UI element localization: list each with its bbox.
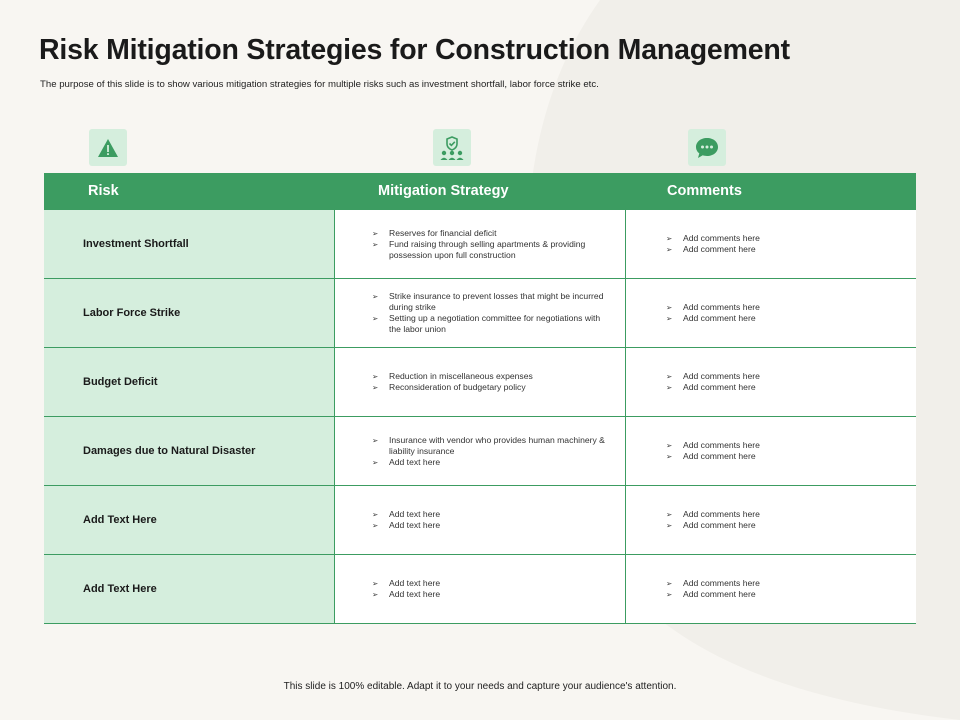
warning-icon	[97, 138, 119, 158]
comment-item: ➢ Add comments here	[665, 302, 895, 313]
mitigation-item: ➢ Reconsideration of budgetary policy	[371, 382, 607, 393]
mitigation-item: ➢ Add text here	[371, 589, 607, 600]
table-row	[44, 348, 916, 417]
mitigation-item: ➢ Add text here	[371, 457, 607, 468]
risk-cell	[44, 486, 335, 554]
comment-item: ➢ Add comment here	[665, 382, 895, 393]
comment-item: ➢ Add comment here	[665, 451, 895, 462]
risk-label: Add Text Here	[83, 514, 157, 526]
comment-item: ➢ Add comments here	[665, 233, 895, 244]
comments-list	[665, 440, 895, 462]
risk-icon-box	[89, 129, 127, 166]
page-subtitle: The purpose of this slide is to show various mitigation strategies for multiple risks such as investment shortfall, labor force strike etc.	[40, 79, 599, 90]
mitigation-item: ➢ Add text here	[371, 578, 607, 589]
mitigation-list	[371, 578, 607, 600]
risk-table	[44, 173, 916, 624]
comments-list	[665, 509, 895, 531]
mitigation-cell	[335, 417, 626, 485]
mitigation-item: ➢ Reserves for financial deficit	[371, 228, 607, 239]
table-row	[44, 417, 916, 486]
mitigation-cell	[335, 486, 626, 554]
footer-note: This slide is 100% editable. Adapt it to your needs and capture your audience's attention.	[283, 681, 677, 692]
mitigation-list	[371, 435, 607, 468]
table-header	[44, 173, 916, 209]
comments-cell	[626, 279, 916, 347]
mitigation-cell	[335, 348, 626, 416]
table-row	[44, 555, 916, 624]
mitigation-icon-box	[433, 129, 471, 166]
comment-item: ➢ Add comment here	[665, 244, 895, 255]
comments-cell	[626, 417, 916, 485]
comments-list	[665, 578, 895, 600]
mitigation-cell	[335, 555, 626, 623]
header-mitigation: Mitigation Strategy	[378, 183, 509, 199]
risk-label: Budget Deficit	[83, 376, 158, 388]
mitigation-item: ➢ Strike insurance to prevent losses that might be incurred during strike	[371, 291, 607, 313]
comment-item: ➢ Add comments here	[665, 578, 895, 589]
mitigation-item: ➢ Fund raising through selling apartments & providing possession upon full construction	[371, 239, 607, 261]
page-title: Risk Mitigation Strategies for Construction Management	[39, 34, 790, 66]
header-comments: Comments	[667, 183, 742, 199]
table-row	[44, 279, 916, 348]
mitigation-item: ➢ Insurance with vendor who provides human machinery & liability insurance	[371, 435, 607, 457]
risk-cell	[44, 348, 335, 416]
mitigation-cell	[335, 279, 626, 347]
shield-team-icon	[439, 135, 465, 161]
risk-label: Add Text Here	[83, 583, 157, 595]
comment-item: ➢ Add comment here	[665, 313, 895, 324]
table-row	[44, 209, 916, 279]
comments-cell	[626, 210, 916, 278]
header-risk: Risk	[88, 183, 119, 199]
risk-cell	[44, 555, 335, 623]
risk-cell	[44, 279, 335, 347]
mitigation-item: ➢ Setting up a negotiation committee for negotiations with the labor union	[371, 313, 607, 335]
comments-cell	[626, 486, 916, 554]
comment-item: ➢ Add comment here	[665, 520, 895, 531]
comment-item: ➢ Add comments here	[665, 440, 895, 451]
comment-item: ➢ Add comments here	[665, 371, 895, 382]
mitigation-item: ➢ Reduction in miscellaneous expenses	[371, 371, 607, 382]
risk-cell	[44, 417, 335, 485]
comments-list	[665, 233, 895, 255]
table-body	[44, 209, 916, 624]
table-row	[44, 486, 916, 555]
risk-label: Damages due to Natural Disaster	[83, 445, 256, 457]
comment-item: ➢ Add comment here	[665, 589, 895, 600]
comments-icon-box	[688, 129, 726, 166]
comments-list	[665, 302, 895, 324]
mitigation-list	[371, 509, 607, 531]
mitigation-item: ➢ Add text here	[371, 520, 607, 531]
mitigation-list	[371, 228, 607, 261]
comment-item: ➢ Add comments here	[665, 509, 895, 520]
risk-label: Labor Force Strike	[83, 307, 181, 319]
mitigation-list	[371, 291, 607, 335]
mitigation-item: ➢ Add text here	[371, 509, 607, 520]
chat-bubble-icon	[695, 137, 719, 159]
comments-cell	[626, 348, 916, 416]
mitigation-list	[371, 371, 607, 393]
risk-cell	[44, 210, 335, 278]
comments-list	[665, 371, 895, 393]
risk-label: Investment Shortfall	[83, 238, 189, 250]
mitigation-cell	[335, 210, 626, 278]
comments-cell	[626, 555, 916, 623]
